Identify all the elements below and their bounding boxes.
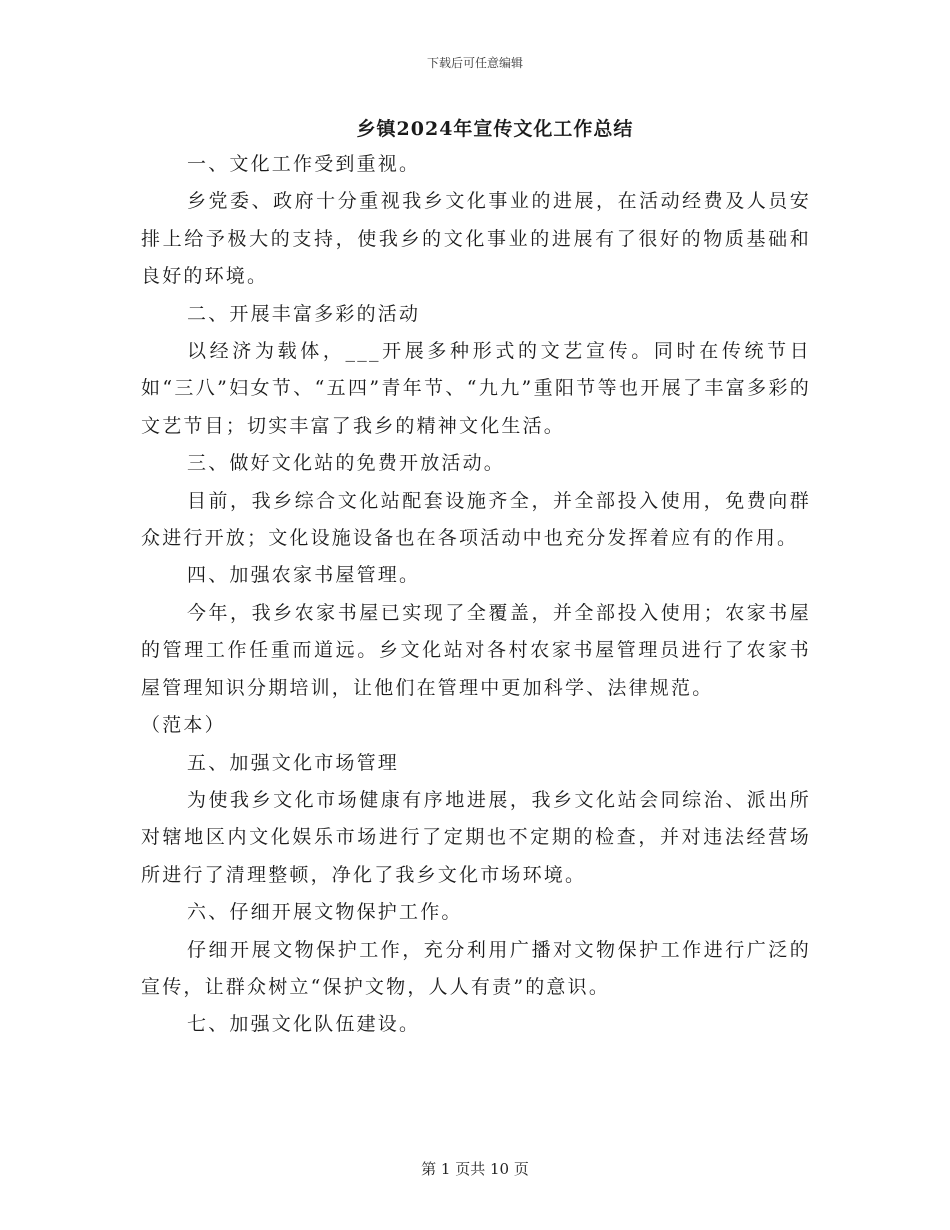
section-heading-1: 一、文化工作受到重视。 [187,153,421,175]
body-paragraph: 目前，我乡综合文化站配套设施齐全，并全部投入使用，免费向群众进行开放；文化设施设备也在各项活动中也充分发挥着应有的作用。 [141,489,811,550]
body-paragraph: 为使我乡文化市场健康有序地进展，我乡文化站会同综治、派出所对辖地区内文化娱乐市场进行了定期也不定期的检查，并对违法经营场所进行了清理整顿，净化了我乡文化市场环境。 [141,788,811,886]
document-body [141,146,811,1044]
body-paragraph: 以经济为载体，___开展多种形式的文艺宣传。同时在传统节日如“三八”妇女节、“五四”青年节、“九九”重阳节等也开展了丰富多彩的文艺节目；切实丰富了我乡的精神文化生活。 [141,340,811,437]
document-title: 乡镇2024年宣传文化工作总结 [356,118,634,140]
body-paragraph: 仔细开展文物保护工作，充分利用广播对文物保护工作进行广泛的宣传，让群众树立“保护文物，人人有责”的意识。 [141,938,811,998]
body-paragraph: 乡党委、政府十分重视我乡文化事业的进展，在活动经费及人员安排上给予极大的支持，使我乡的文化事业的进展有了很好的物质基础和良好的环境。 [141,190,811,288]
section-heading-7: 七、加强文化队伍建设。 [187,1013,421,1036]
body-paragraph: 今年，我乡农家书屋已实现了全覆盖，并全部投入使用；农家书屋的管理工作任重而道远。乡文化站对各村农家书屋管理员进行了农家书屋管理知识分期培训，让他们在管理中更加科学、法律规范。 [141,601,811,699]
section-heading-4: 四、加强农家书屋管理。 [187,564,421,587]
section-heading-3: 三、做好文化站的免费开放活动。 [187,452,506,475]
section-heading-2: 二、开展丰富多彩的活动 [187,302,421,325]
section-heading-5: 五、加强文化市场管理 [187,751,400,774]
page-header-note: 下载后可任意编辑 [426,56,523,70]
page-number: 第 1 页共 10 页 [421,1160,529,1178]
template-marker: （范本） [141,714,226,737]
section-heading-6: 六、仔细开展文物保护工作。 [187,901,463,924]
